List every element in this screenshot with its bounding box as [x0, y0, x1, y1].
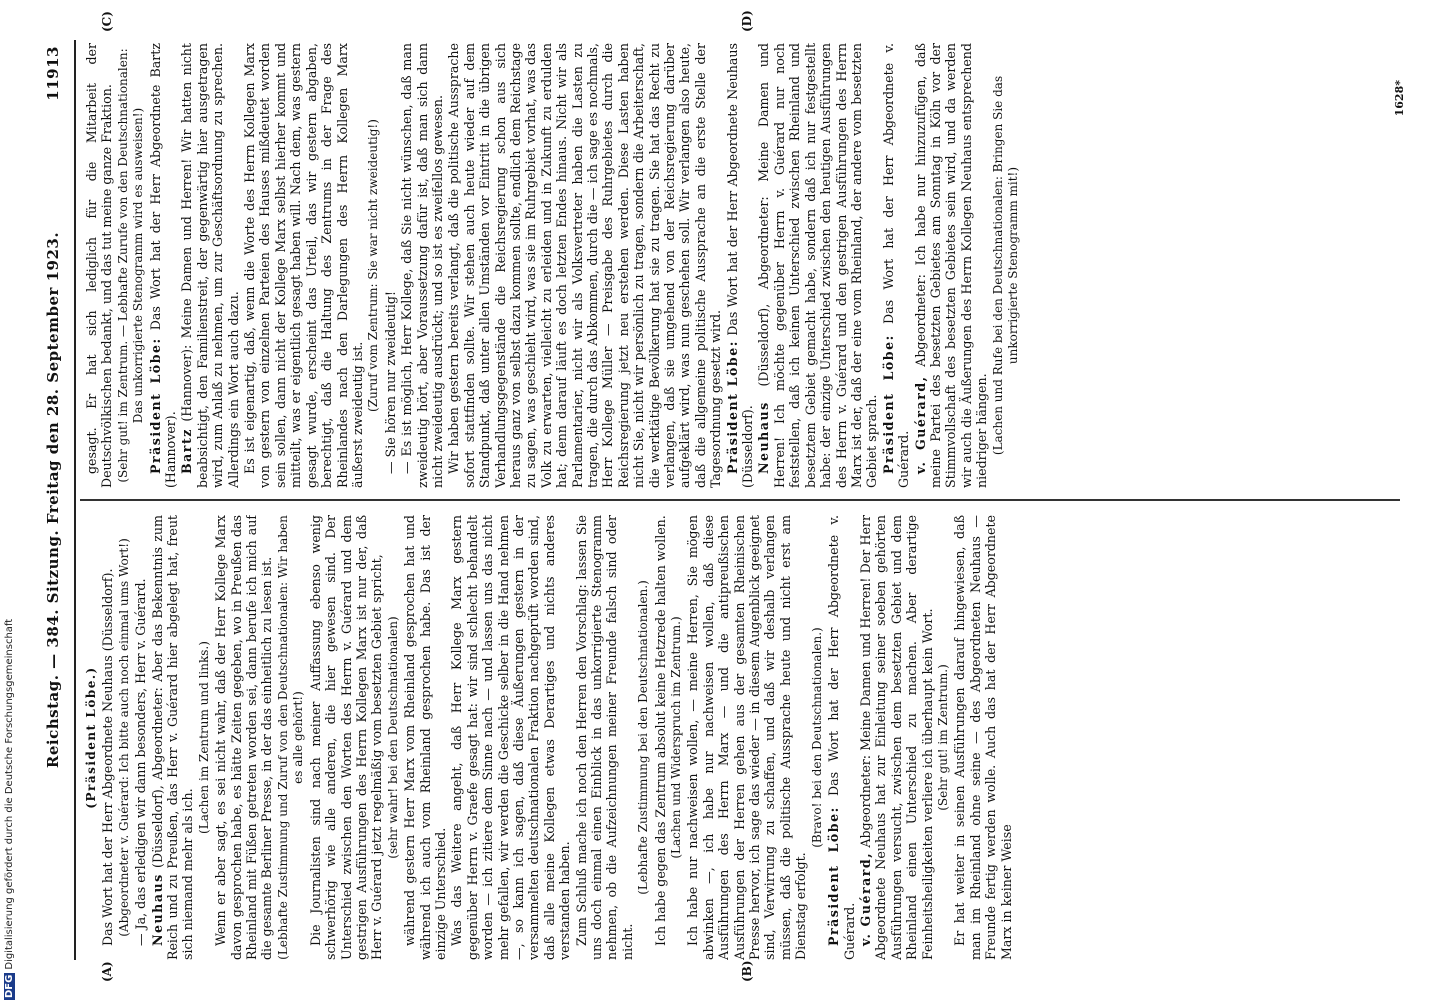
speaker-name: v. Guérard,: [912, 375, 928, 474]
paragraph-text: (Zuruf vom Zentrum: Sie war nicht zweideutig!): [366, 119, 381, 412]
paragraph-text: (Bravo! bei den Deutschnationalen.): [809, 627, 824, 848]
paragraph-text: Das Wort hat der Herr Abgeordnete Neuhaus (Düsseldorf).: [100, 568, 116, 946]
paragraph-text: (sehr wahr! bei den Deutschnationalen): [385, 616, 400, 859]
paragraph-text: (Lachen im Zentrum und links.): [196, 641, 211, 834]
speaker-name: v. Guérard,: [857, 851, 873, 946]
margin-mark-c: (C): [100, 11, 114, 32]
paragraph-text: Wir haben gestern bereits verlangt, daß die politische Aussprache sofort stattfinden sollte. Wir stehen auch heute wieder auf dem Standpunkt, daß unter allen Umständen vor Eintritt in die übrigen Verhandlungsgegenstände die Reichsregierung schon aus sich heraus ganz von selbst dazu kommen sollte, endlich dem Reichstage zu sagen, was geschieht wird, was sie im Ruhrgebiet vorhat, was das Volk zu erwarten, vielleicht zu erleiden und in Zukunft zu erdulden hat; denn darauf läuft es doch letzten Endes hinaus. Nicht wir als Parlamentarier, nicht wir als Volksvertreter haben die Lasten zu tragen, die durch das Abkommen, durch die — ich sage es nochmals, Herr Kollege Müller — Preisgabe des Ruhrgebietes durch die Reichsregierung jetzt neu erstehen werden. Diese Lasten haben nicht Sie, nicht wir persönlich zu tragen, sondern die Arbeiterschaft, die werktätige Bevölkerung hat sie zu tragen. Sie hat das Recht zu verlangen, daß sie umgehend von der Reichsregierung darüber aufgeklärt wird, was nun geschehen soll. Wir verlangen also heute, daß die allgemeine politische Aussprache an die erste Stelle der Tagesordnung gesetzt wird.: [446, 43, 724, 488]
paragraph: [936, 515, 951, 960]
column-divider: [80, 500, 1400, 502]
right-column: [84, 43, 1394, 488]
paragraph: [100, 515, 115, 960]
paragraph-text: Das Wort hat der Herr Abgeordnete v. Guérard.: [880, 43, 912, 488]
paragraph-text: (Sehr gut! im Zentrum. — Lebhafte Zurufe von den Deutschnationalen: Das unkorrigierte Stenogramm wird es ausweisen!): [115, 48, 146, 483]
paragraph-text: gesagt. Er hat sich lediglich für die Mitarbeit der Deutschvölkischen bedankt, und das tut meine ganze Fraktion.: [84, 43, 115, 488]
paragraph: [116, 43, 147, 488]
paragraph-text: (Abgeordneter v. Guérard: Ich bitte auch noch einmal ums Wort!): [116, 538, 131, 937]
paragraph: [366, 43, 381, 488]
print-signature: 1628*: [1393, 80, 1406, 117]
paragraph-text: während gestern Herr Marx vom Rheinland gesprochen hat und während ich auch vom Rheinland gesprochen habe. Das ist der einzige Unterschied.: [402, 515, 448, 960]
paragraph-text: Ich habe gegen das Zentrum absolut keine Hetzrede halten wollen.: [652, 515, 668, 946]
paragraph-text: — Sie hören nur zweideutig!: [382, 291, 398, 474]
paragraph: [133, 515, 148, 960]
paragraph: [826, 515, 857, 960]
margin-mark-d: (D): [740, 10, 754, 32]
speaker-name: Neuhaus: [149, 873, 165, 946]
paragraph: [197, 515, 212, 960]
paragraph: [725, 43, 756, 488]
margin-mark-a: (A): [100, 961, 114, 982]
paragraph-text: (Lachen und Rufe bei den Deutschnationalen: Bringen Sie das unkorrigierte Stenogramm mit!): [990, 75, 1020, 456]
paragraph-text: Es ist eigenartig, daß, wenn die Worte des Herrn Kollegen Marx von gestern von einzelnen Parteien des Hauses mißdeutet worden sein sollen, dann nicht der Kollege Marx selbst hierher kommt und mitteilt, was er eigentlich gesagt haben will. Nach dem, was gestern gesagt wurde, erscheint das Urteil, das wir gestern abgaben, berechtigt, daß die Haltung des Zentrums in der Frage des Rheinlandes nach den Darlegungen des Herrn Kollegen Marx äußerst zweideutig ist.: [242, 43, 365, 488]
paragraph-text: Ich habe nur nachweisen wollen, — meine Herren, Sie mögen abwinken —, ich habe nur nachweisen wollen, daß diese Ausführungen des Herrn Marx — und die antipreußischen Ausführungen der Herren gehen aus der gesamten Rheinischen Presse hervor, ich sage das wieder — in diesem Augenblick geeignet sind, Verwirrung zu schaffen, und daß wir deshalb verlangen müssen, daß die politische Aussprache heute und nicht erst am Dienstag erfolgt.: [685, 515, 809, 960]
paragraph-text: (Lebhafte Zustimmung bei den Deutschnationalen.): [636, 580, 651, 895]
paragraph-text: Abgeordneter: Meine Damen und Herren! Der Herr Abgeordnete Neuhaus hat zur Einleitung seiner soeben gehörten Ausführungen versucht, zwischen dem besetzten Gebiet und dem Rheinland einen Unterschied zu machen. Aber derartige Feinheitsheiligkeiten verliere ich überhaupt kein Wort.: [857, 515, 935, 960]
paragraph: [402, 515, 448, 960]
paragraph: [669, 515, 684, 960]
page-header: [40, 40, 74, 960]
dfg-logo: DFG: [4, 974, 15, 998]
speaker-name: Präsident Löbe:: [880, 334, 896, 474]
paragraph-text: (Düsseldorf), Abgeordneter: Aber das Bekenntnis zum Reich und zu Preußen, das Herr v. Guérard hier abgelegt hat, freut sich niemand mehr als ich.: [149, 515, 196, 960]
paragraph: [179, 43, 241, 488]
paragraph-text: (Düsseldorf), Abgeordneter: Meine Damen und Herren! Ich möchte gegenüber Herrn v. Guérard nur noch feststellen, daß ich keinen Unterschied zwischen Rheinland und besetztem Gebiet gemacht habe, sondern daß ich nur festgestellt habe: der einzige Unterschied zwischen den heutigen Ausführungen des Herrn v. Guérard und den gestrigen Ausführungen des Herrn Marx ist der, daß der eine vom Rheinland, der andere vom besetzten Gebiet sprach.: [756, 43, 880, 488]
speaker-name: Präsident Löbe:: [724, 340, 740, 474]
paragraph: [150, 515, 196, 960]
paragraph: [756, 43, 879, 488]
speaker-name: Präsident Löbe:: [826, 806, 842, 946]
paragraph: [446, 43, 723, 488]
paragraph: [636, 515, 651, 960]
paragraph-text: Die Journalisten sind nach meiner Auffassung ebenso wenig schwerhörig wie alle anderen, die hier gewesen sind. Der Unterschied zwischen den Worten des Herrn v. Guérard und dem gestrigen Ausführungen des Herrn Kollegen Marx ist nur der, daß Herr v. Guérard jetzt regelmäßig vom besetzten Gebiet spricht,: [307, 515, 385, 960]
paragraph: [449, 515, 572, 960]
speaker-name: Neuhaus: [756, 401, 772, 474]
paragraph: [685, 515, 808, 960]
paragraph: [383, 43, 398, 488]
paragraph-text: (Lebhafte Zustimmung und Zuruf von den Deutschnationalen: Wir haben es alle gehört!): [275, 515, 306, 960]
header-title: Reichstag. — 384. Sitzung. Freitag den 28. September 1923.: [44, 231, 62, 769]
paragraph-text: Abgeordneter: Ich habe nur hinzuzufügen, daß meine Partei des besetzten Gebietes am Sonntag in Köln vor der Stimmvollschaft des besetzten Gebietes sein wird, und da werden wir auch die Äußerungen des Herrn Kollegen Neuhaus entsprechend niedriger hängen.: [912, 43, 990, 488]
paragraph: [991, 43, 1022, 488]
paragraph: [881, 43, 912, 488]
paragraph: [117, 515, 132, 960]
left-column: [84, 515, 1394, 960]
paragraph: [308, 515, 385, 960]
speaker-name: Präsident Löbe:: [147, 337, 163, 474]
paragraph: [242, 43, 365, 488]
paragraph: [386, 515, 401, 960]
paragraph: [810, 515, 825, 960]
paragraph: [399, 43, 445, 488]
speaker-name: (Präsident Löbe.): [84, 666, 98, 809]
paragraph: [213, 515, 275, 960]
dfg-note-text: Digitalisierung gefördert durch die Deutsche Forschungsgemeinschaft: [4, 618, 15, 970]
document-page: [40, 10, 1410, 982]
paragraph: [913, 43, 990, 488]
paragraph-text: Er hat weiter in seinen Ausführungen darauf hingewiesen, daß man im Rheinland ohne seine — des Abgeordneten Neuhaus — Freunde fertig werden wolle. Auch das hat der Herr Abgeordnete Marx in keiner Weise: [952, 515, 1014, 960]
paragraph-text: (Hannover): Meine Damen und Herren! Wir hatten nicht beabsichtigt, den Familienstreit, der gegenwärtig hier ausgetragen wird, zum Anlaß zu nehmen, um zur Geschäftsordnung zu sprechen. Allerdings ein Wort auch dazu.: [179, 43, 241, 488]
paragraph: [276, 515, 307, 960]
paragraph: [148, 43, 179, 488]
paragraph-text: — Es ist möglich, Herr Kollege, daß Sie nicht wünschen, daß man zweideutig hört, aber Voraussetzung dafür ist, daß man sich dann nicht zweideutig ausdrückt; und so ist es zweifellos gewesen.: [399, 43, 445, 488]
page-number: 11913: [44, 46, 62, 101]
paragraph-text: Was das Weitere angeht, daß Herr Kollege Marx gestern gegenüber Herrn v. Graefe gesagt hat: wir sind schlecht behandelt worden — ich zitiere dem Sinne nach — und lassen uns das nicht mehr gefallen, wir werden die Geschicke selber in die Hand nehmen —, so kann ich sagen, daß diese Äußerungen gestern in der versammelten deutschnationalen Fraktion nachgeprüft worden sind, daß alle meine Kollegen etwas Derartiges und nichts anderes verstanden haben.: [449, 515, 573, 960]
paragraph-text: (Lachen und Widerspruch im Zentrum.): [669, 616, 684, 859]
speaker-name: Bartz: [179, 428, 195, 474]
paragraph: [653, 515, 668, 960]
paragraph-text: Das Wort hat der Herr Abgeordnete v. Guérard.: [826, 515, 857, 960]
paragraph-text: (Sehr gut! im Zentrum.): [935, 664, 950, 811]
paragraph: [84, 515, 99, 960]
paragraph: [858, 515, 935, 960]
paragraph-text: Zum Schluß mache ich noch den Herren den Vorschlag: lassen Sie uns doch einmal einen Einblick in das unkorrigierte Stenogramm nehmen, ob die Aufzeichnungen meiner Freunde falsch sind oder nicht.: [573, 515, 635, 960]
paragraph-text: — Ja, das erledigen wir dann besonders, Herr v. Guérard.: [133, 578, 149, 946]
paragraph: [84, 43, 115, 488]
paragraph-text: Das Wort hat der Herr Abgeordnete Neuhaus (Düsseldorf).: [724, 43, 756, 488]
header-rule: [74, 40, 76, 960]
paragraph: [952, 515, 1014, 960]
paragraph-text: Wenn er aber sagt, es sei nicht wahr, daß der Herr Kollege Marx davon gesprochen habe, es hätte Zeiten gegeben, wo in Preußen das Rheinland mit Füßen getreten worden sei, dann berufe ich mich auf die gesamte Berliner Presse, in der das einheitlich zu lesen ist.: [213, 515, 275, 960]
paragraph-text: Das Wort hat der Herr Abgeordnete Bartz (Hannover).: [147, 43, 179, 488]
margin-mark-b: (B): [740, 960, 754, 982]
paragraph: [574, 515, 636, 960]
